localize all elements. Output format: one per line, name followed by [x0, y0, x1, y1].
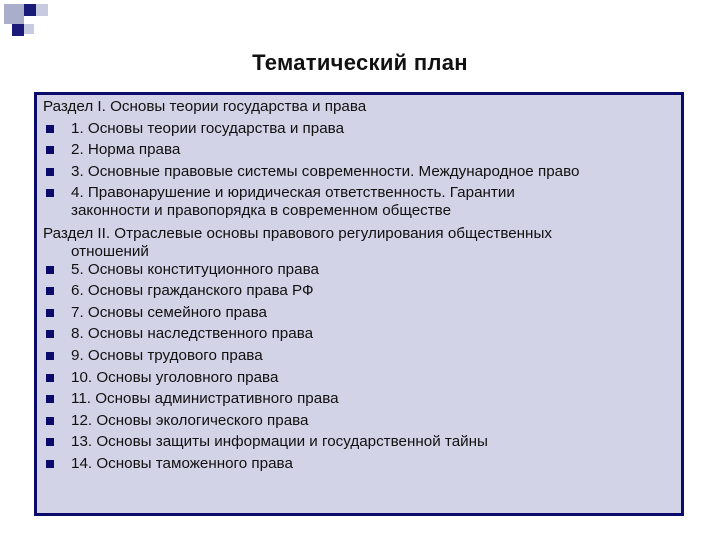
- square-bullet-icon: [46, 352, 54, 360]
- section-2-text-cont: отношений: [71, 242, 149, 260]
- square-bullet-icon: [46, 438, 54, 446]
- decor-square-3: [36, 4, 48, 16]
- decor-square-4: [12, 24, 24, 36]
- list-item: 7. Основы семейного права: [43, 302, 683, 324]
- list-item: 12. Основы экологического права: [43, 410, 683, 432]
- square-bullet-icon: [46, 460, 54, 468]
- square-bullet-icon: [46, 287, 54, 295]
- square-bullet-icon: [46, 330, 54, 338]
- list-item: 3. Основные правовые системы современности. Международное право: [43, 161, 683, 183]
- square-bullet-icon: [46, 125, 54, 133]
- section-2-text: . Отраслевые основы правового регулирования общественных: [105, 224, 552, 242]
- section-1-text: . Основы теории государства и права: [101, 98, 367, 115]
- square-bullet-icon: [46, 168, 54, 176]
- list-item: 9. Основы трудового права: [43, 345, 683, 367]
- list-item: 6. Основы гражданского права РФ: [43, 280, 683, 302]
- square-bullet-icon: [46, 146, 54, 154]
- decor-square-1: [4, 4, 24, 24]
- list-item: 13. Основы защиты информации и государственной тайны: [43, 431, 683, 453]
- list-item: 5. Основы конституционного права: [43, 259, 683, 281]
- square-bullet-icon: [46, 374, 54, 382]
- list-item: 14. Основы таможенного права: [43, 453, 683, 475]
- list-item: 2. Норма права: [43, 139, 683, 161]
- section-1-heading: [43, 96, 683, 118]
- square-bullet-icon: [46, 266, 54, 274]
- decor-square-2: [24, 4, 36, 16]
- list-item: 1. Основы теории государства и права: [43, 118, 683, 140]
- plan-content: [43, 96, 683, 475]
- square-bullet-icon: [46, 309, 54, 317]
- list-item: 11. Основы административного права: [43, 388, 683, 410]
- list-item: 8. Основы наследственного права: [43, 323, 683, 345]
- square-bullet-icon: [46, 189, 54, 197]
- section-2-label: Раздел II: [43, 224, 106, 242]
- section-1-label: Раздел I: [43, 98, 102, 115]
- section-2-heading: [43, 223, 683, 259]
- square-bullet-icon: [46, 395, 54, 403]
- list-item: 10. Основы уголовного права: [43, 367, 683, 389]
- square-bullet-icon: [46, 417, 54, 425]
- decor-square-5: [24, 24, 34, 34]
- list-item: 4. Правонарушение и юридическая ответственность. Гарантии законности и правопорядка в современном обществе: [43, 182, 683, 218]
- page-title: Тематический план: [252, 50, 468, 75]
